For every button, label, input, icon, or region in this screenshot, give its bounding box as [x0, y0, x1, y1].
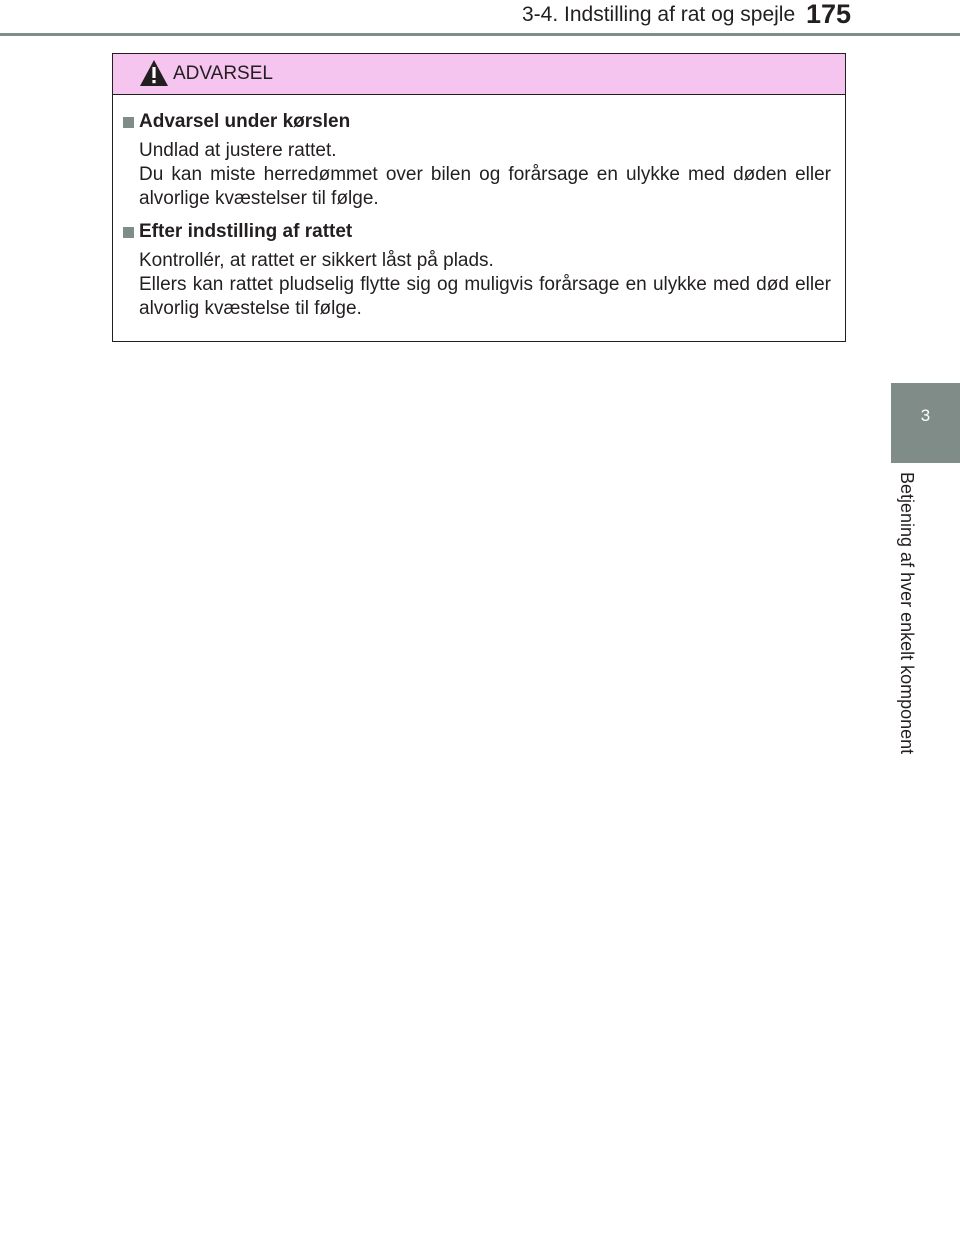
section-line: Undlad at justere rattet.: [139, 140, 337, 161]
section-line: Du kan miste herredømmet over bilen og forårsage en ulykke med døden eller alvorlige kvæstelser til følge.: [139, 164, 831, 209]
chapter-label: Betjening af hver enkelt komponent: [897, 472, 917, 755]
page-number: 175: [806, 0, 852, 29]
section-heading-text: Efter indstilling af rattet: [139, 221, 353, 242]
warning-section: [123, 219, 831, 321]
section-heading-text: Advarsel under kørslen: [139, 111, 351, 132]
warning-box: [112, 53, 846, 342]
chapter-number: 3: [920, 406, 931, 425]
header-rule: [0, 33, 960, 36]
warning-section: [123, 109, 831, 211]
square-bullet-icon: [123, 117, 134, 128]
warning-body: [113, 95, 845, 321]
section-heading: [123, 109, 831, 135]
section-line: Kontrollér, at rattet er sikkert låst på plads.: [139, 250, 494, 271]
square-bullet-icon: [123, 227, 134, 238]
section-line: Ellers kan rattet pludselig flytte sig og muligvis forårsage en ulykke med død eller alvorlig kvæstelse til følge.: [139, 274, 831, 319]
chapter-tab[interactable]: [891, 383, 960, 463]
section-heading: [123, 219, 831, 245]
warning-header: [113, 54, 845, 95]
section-text: [139, 139, 831, 211]
warning-title: ADVARSEL: [173, 63, 273, 84]
warning-triangle-icon: [139, 59, 169, 87]
running-header: 3-4. Indstilling af rat og spejle: [522, 3, 796, 26]
section-text: [139, 249, 831, 321]
